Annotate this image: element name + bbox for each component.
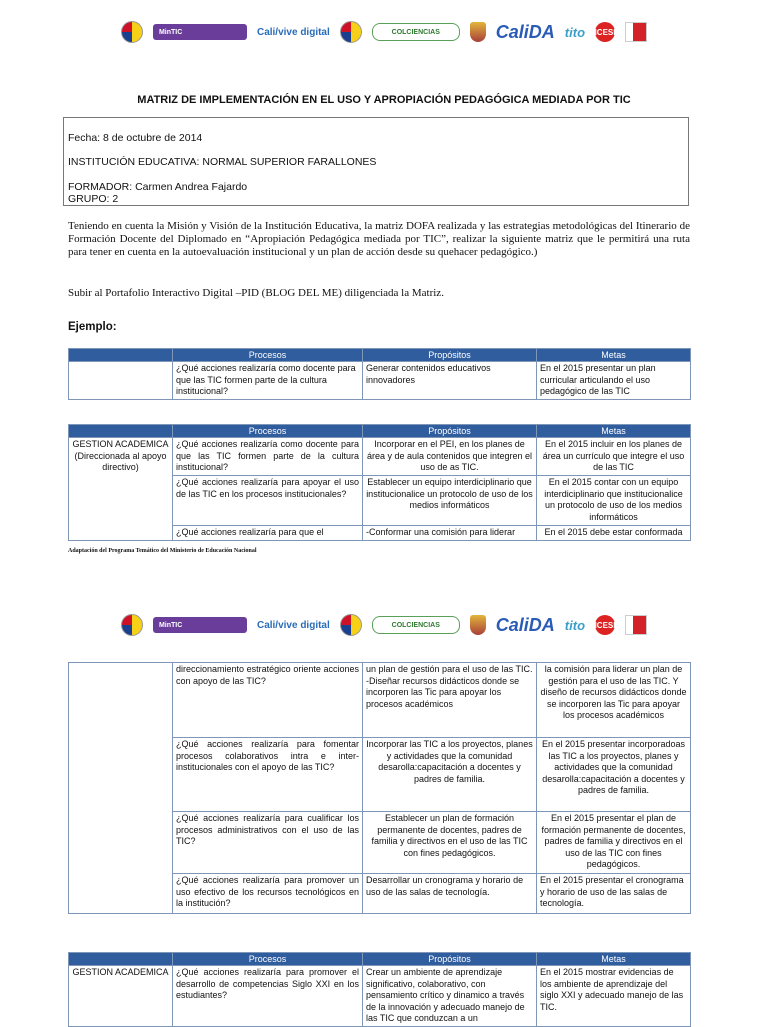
colombia-seal-logo <box>121 21 143 43</box>
metas-cell: En el 2015 presentar el plan de formación permanente de docentes, padres de familia y directivos en el uso de las TIC con fines pedagógicos. <box>537 812 691 874</box>
colciencias-logo: COLCIENCIAS <box>372 23 460 41</box>
procesos-cell: ¿Qué acciones realizaría para promover un uso efectivo de los recursos tecnológicos en la institución? <box>173 874 363 914</box>
calida-logo: CaliDA <box>495 21 555 42</box>
matrix-table-3 <box>68 952 691 1027</box>
cali-flag-logo <box>625 22 647 42</box>
metas-cell: En el 2015 presentar incorporadoas las TIC a los proyectos, planes y actividades que la comunidad desarolla:capacitación a docentes y padres de familia. <box>537 738 691 812</box>
header-empty <box>69 953 173 966</box>
header-propositos: Propósitos <box>363 425 537 438</box>
header-empty <box>69 349 173 362</box>
colombia-seal-logo <box>340 21 362 43</box>
tito-logo: tito <box>564 617 586 633</box>
propositos-cell: Incorporar en el PEI, en los planes de área y de aula contenidos que integren el uso de as TIC. <box>363 438 537 476</box>
area-cell <box>69 663 173 914</box>
table-row <box>69 663 691 738</box>
calivive-logo: Cali/vive digital <box>256 619 330 631</box>
propositos-cell: Crear un ambiente de aprendizaje significativo, colaborativo, con pensamiento crítico y dinamico a través de la innovación y adecuado manejo de las TIC que conduzcan a un <box>363 966 537 1027</box>
procesos-cell: ¿Qué acciones realizaría para apoyar el uso de las TIC en los procesos institucionales? <box>173 476 363 526</box>
propositos-cell: -Conformar una comisión para liderar <box>363 526 537 541</box>
propositos-cell: Generar contenidos educativos innovadores <box>363 362 537 400</box>
area-cell <box>69 362 173 400</box>
example-label: Ejemplo: <box>68 321 117 333</box>
footnote: Adaptación del Programa Temático del Ministerio de Educación Nacional <box>68 548 257 554</box>
header-empty <box>69 425 173 438</box>
metas-cell: la comisión para liderar un plan de gestión para el uso de las TIC. Y diseño de recursos didácticos donde se incorporen las Tic para apoyar los procesos académicos <box>537 663 691 738</box>
table-row <box>69 966 691 1027</box>
intro-paragraph: Teniendo en cuenta la Misión y Visión de la Institución Educativa, la matriz DOFA realizada y las estrategias metodológicas del Itinerario de Formación Docente del Diplomado en “Apropiación Pedagógica mediada por TIC”, realizar la siguiente matriz que le permitirá una ruta para tener en cuenta en la autoevaluación institucional y un plan de acción desde su quehacer pedagógico.) <box>68 220 690 258</box>
group-text: GRUPO: 2 <box>68 193 119 205</box>
mintic-logo: MinTIC <box>153 617 247 633</box>
header-metas: Metas <box>537 953 691 966</box>
table-row <box>69 362 691 400</box>
propositos-cell: un plan de gestión para el uso de las TIC. -Diseñar recursos didácticos donde se incorporen las Tic para apoyar los procesos académicos <box>363 663 537 738</box>
tito-logo: tito <box>564 24 586 40</box>
matrix-table-1 <box>68 424 691 541</box>
metas-cell: En el 2015 debe estar conformada <box>537 526 691 541</box>
metas-cell: En el 2015 presentar un plan curricular articulando el uso pedagógico de las TIC <box>537 362 691 400</box>
propositos-cell: Establecer un plan de formación permanente de docentes, padres de familia y directivos en el uso de las TIC con fines pedagógicos. <box>363 812 537 874</box>
info-box <box>63 117 689 206</box>
header-propositos: Propósitos <box>363 349 537 362</box>
procesos-cell: ¿Qué acciones realizaría como docente para que las TIC formen parte de la cultura institucional? <box>173 362 363 400</box>
propositos-cell: Establecer un equipo interdiciplinario que institucionalice un protocolo de uso de los medios informáticos <box>363 476 537 526</box>
header-metas: Metas <box>537 349 691 362</box>
procesos-cell: ¿Qué acciones realizaría como docente para que las TIC formen parte de la cultura institucional? <box>173 438 363 476</box>
icesi-logo: ICESI <box>595 615 615 635</box>
header-procesos: Procesos <box>173 425 363 438</box>
procesos-cell: direccionamiento estratégico oriente acciones con apoyo de las TIC? <box>173 663 363 738</box>
propositos-cell: Incorporar las TIC a los proyectos, planes y actividades que la comunidad desarolla:capacitación a docentes y padres de familia. <box>363 738 537 812</box>
colciencias-logo: COLCIENCIAS <box>372 616 460 634</box>
table-row <box>69 438 691 476</box>
procesos-cell: ¿Qué acciones realizaría para cualificar los procesos administrativos con el uso de las TIC? <box>173 812 363 874</box>
icesi-logo: ICESI <box>595 22 615 42</box>
metas-cell: En el 2015 contar con un equipo interdiciplinario que institucionalice un protocolo de uso de los medios informáticos <box>537 476 691 526</box>
procesos-cell: ¿Qué acciones realizaría para fomentar procesos colaborativos intra e inter-institucionales con el apoyo de las TIC? <box>173 738 363 812</box>
header-procesos: Procesos <box>173 953 363 966</box>
metas-cell: En el 2015 incluir en los planes de área un currículo que integre el uso de las TIC <box>537 438 691 476</box>
procesos-cell: ¿Qué acciones realizaría para que el <box>173 526 363 541</box>
metas-cell: En el 2015 presentar el cronograma y horario de uso de las salas de tecnología. <box>537 874 691 914</box>
area-cell: GESTION ACADEMICA (Direccionada al apoyo directivo) <box>69 438 173 541</box>
page-title: MATRIZ DE IMPLEMENTACIÓN EN EL USO Y APROPIACIÓN PEDAGÓGICA MEDIADA POR TIC <box>137 94 631 106</box>
shield-logo <box>470 615 486 635</box>
metas-cell: En el 2015 mostrar evidencias de los ambiente de aprendizaje del siglo XXI y adecuado manejo de las TIC. <box>537 966 691 1027</box>
date-text: Fecha: 8 de octubre de 2014 <box>68 132 203 144</box>
header-procesos: Procesos <box>173 349 363 362</box>
procesos-cell: ¿Qué acciones realizaría para promover el desarrollo de competencias Siglo XXI en los estudiantes? <box>173 966 363 1027</box>
calida-logo: CaliDA <box>495 614 555 635</box>
logo-strip <box>0 17 768 47</box>
colombia-seal-logo <box>121 614 143 636</box>
example-table <box>68 348 691 400</box>
trainer-text: FORMADOR: Carmen Andrea Fajardo <box>68 181 248 193</box>
mintic-logo: MinTIC <box>153 24 247 40</box>
shield-logo <box>470 22 486 42</box>
matrix-table-2 <box>68 662 691 914</box>
header-metas: Metas <box>537 425 691 438</box>
portfolio-instruction: Subir al Portafolio Interactivo Digital –PID (BLOG DEL ME) diligenciada la Matriz. <box>68 287 444 299</box>
propositos-cell: Desarrollar un cronograma y horario de uso de las salas de tecnología. <box>363 874 537 914</box>
logo-strip <box>0 610 768 640</box>
area-cell: GESTION ACADEMICA <box>69 966 173 1027</box>
cali-flag-logo <box>625 615 647 635</box>
institution-text: INSTITUCIÓN EDUCATIVA: NORMAL SUPERIOR FARALLONES <box>68 156 377 168</box>
colombia-seal-logo <box>340 614 362 636</box>
header-propositos: Propósitos <box>363 953 537 966</box>
calivive-logo: Cali/vive digital <box>256 26 330 38</box>
